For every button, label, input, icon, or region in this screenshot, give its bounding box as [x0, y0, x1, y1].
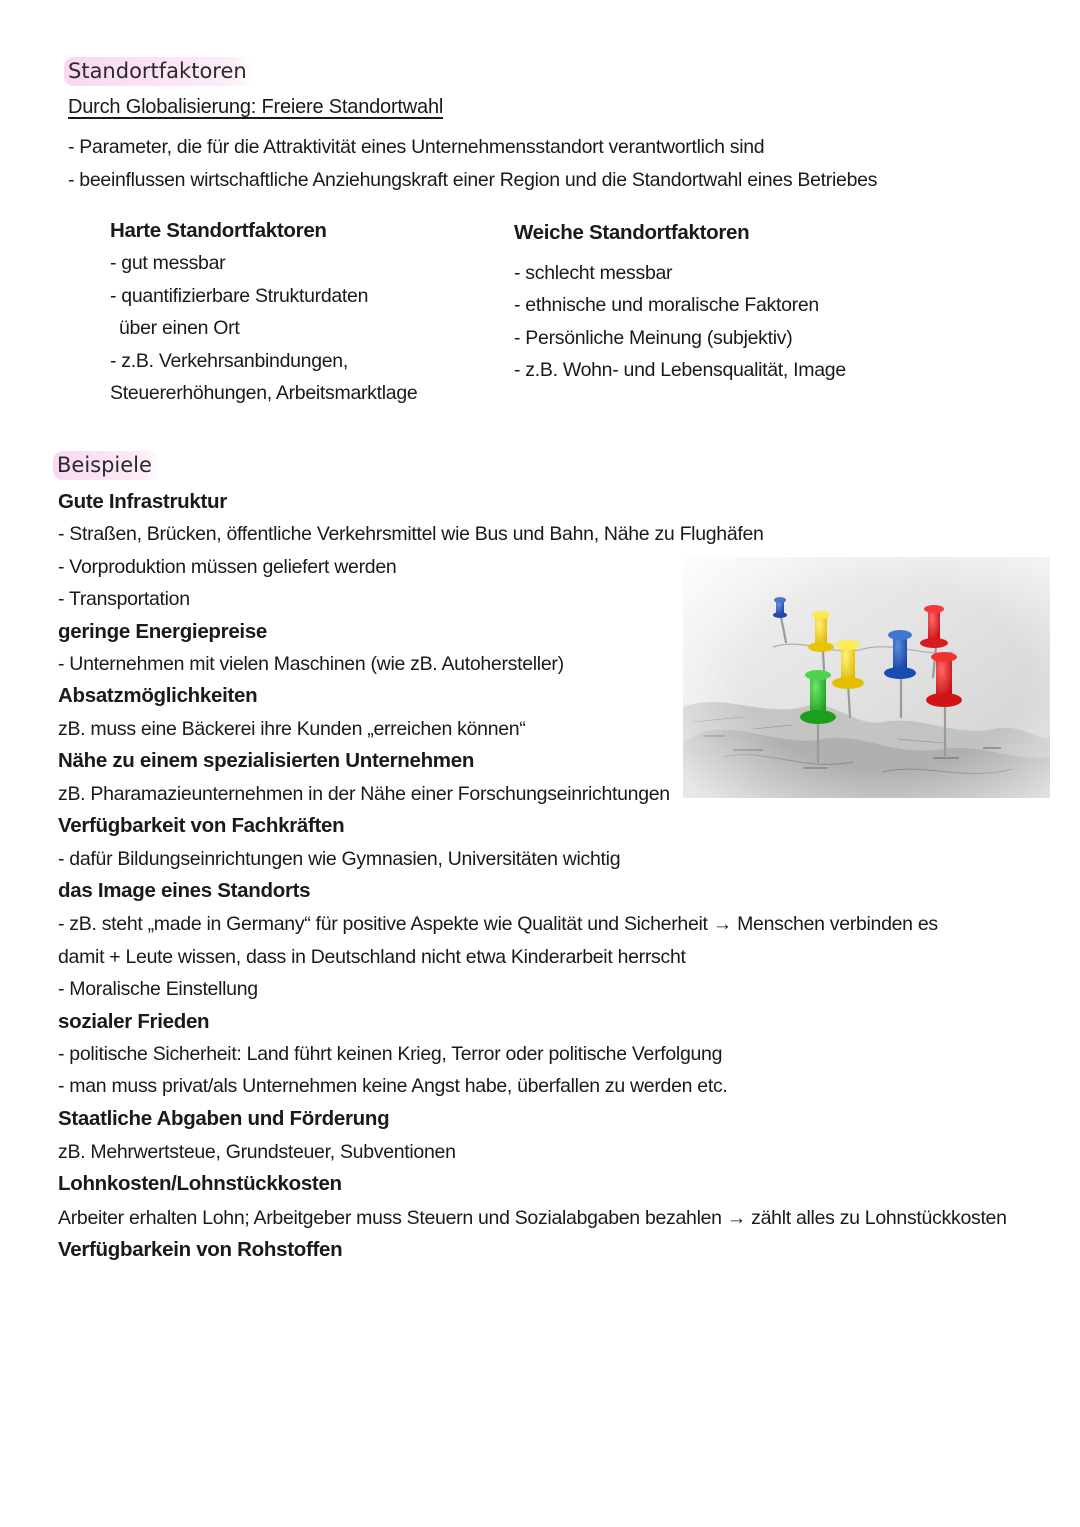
example-heading: Nähe zu einem spezialisierten Unternehmen — [58, 749, 475, 772]
harte-line: Steuererhöhungen, Arbeitsmarktlage — [110, 382, 418, 404]
example-heading: Verfügbarkeit von Fachkräften — [58, 814, 345, 837]
example-line: - Vorproduktion müssen geliefert werden — [58, 556, 397, 578]
example-line: damit + Leute wissen, dass in Deutschland nicht etwa Kinderarbeit herrscht — [58, 946, 686, 968]
weiche-line: - z.B. Wohn- und Lebensqualität, Image — [514, 359, 846, 381]
harte-line: über einen Ort — [119, 317, 240, 339]
weiche-line: - Persönliche Meinung (subjektiv) — [514, 327, 793, 349]
example-line: Arbeiter erhalten Lohn; Arbeitgeber muss Steuern und Sozialabgaben bezahlen → zählt alles zu Lohnstückkosten — [58, 1207, 1007, 1229]
example-line: - Straßen, Brücken, öffentliche Verkehrsmittel wie Bus und Bahn, Nähe zu Flughäfen — [58, 523, 764, 545]
example-line: - Transportation — [58, 588, 190, 610]
intro-line: - Parameter, die für die Attraktivität eines Unternehmensstandort verantwortlich sind — [68, 136, 765, 158]
example-line: - man muss privat/als Unternehmen keine Angst habe, überfallen zu werden etc. — [58, 1075, 728, 1097]
example-heading: Verfügbarkein von Rohstoffen — [58, 1238, 343, 1261]
harte-line: - gut messbar — [110, 252, 226, 274]
section-title: Standortfaktoren — [64, 57, 255, 86]
example-heading: das Image eines Standorts — [58, 879, 311, 902]
example-line: - politische Sicherheit: Land führt keinen Krieg, Terror oder politische Verfolgung — [58, 1043, 723, 1065]
examples-title: Beispiele — [53, 451, 160, 480]
example-line: - zB. steht „made in Germany“ für positive Aspekte wie Qualität und Sicherheit → Menschen verbinden es — [58, 913, 938, 935]
example-heading: geringe Energiepreise — [58, 620, 268, 643]
example-heading: Absatzmöglichkeiten — [58, 684, 258, 707]
example-heading: sozialer Frieden — [58, 1010, 210, 1033]
weiche-line: - ethnische und moralische Faktoren — [514, 294, 819, 316]
weiche-heading: Weiche Standortfaktoren — [514, 221, 750, 244]
example-line: - Moralische Einstellung — [58, 978, 258, 1000]
harte-line: - z.B. Verkehrsanbindungen, — [110, 350, 348, 372]
example-heading: Gute Infrastruktur — [58, 490, 227, 513]
subtitle: Durch Globalisierung: Freiere Standortwahl — [68, 96, 444, 118]
example-heading: Lohnkosten/Lohnstückkosten — [58, 1172, 342, 1195]
example-heading: Staatliche Abgaben und Förderung — [58, 1107, 390, 1130]
harte-line: - quantifizierbare Strukturdaten — [110, 285, 369, 307]
example-line: - dafür Bildungseinrichtungen wie Gymnasien, Universitäten wichtig — [58, 848, 621, 870]
example-line: zB. Mehrwertsteue, Grundsteuer, Subventionen — [58, 1141, 456, 1163]
weiche-line: - schlecht messbar — [514, 262, 673, 284]
pushpin-map-photo — [683, 557, 1050, 798]
example-line: - Unternehmen mit vielen Maschinen (wie zB. Autohersteller) — [58, 653, 564, 675]
example-line: zB. muss eine Bäckerei ihre Kunden „erreichen können“ — [58, 718, 526, 740]
intro-line: - beeinflussen wirtschaftliche Anziehungskraft einer Region und die Standortwahl eines Betriebes — [68, 169, 878, 191]
harte-heading: Harte Standortfaktoren — [110, 219, 327, 242]
example-line: zB. Pharamazieunternehmen in der Nähe einer Forschungseinrichtungen — [58, 783, 670, 805]
